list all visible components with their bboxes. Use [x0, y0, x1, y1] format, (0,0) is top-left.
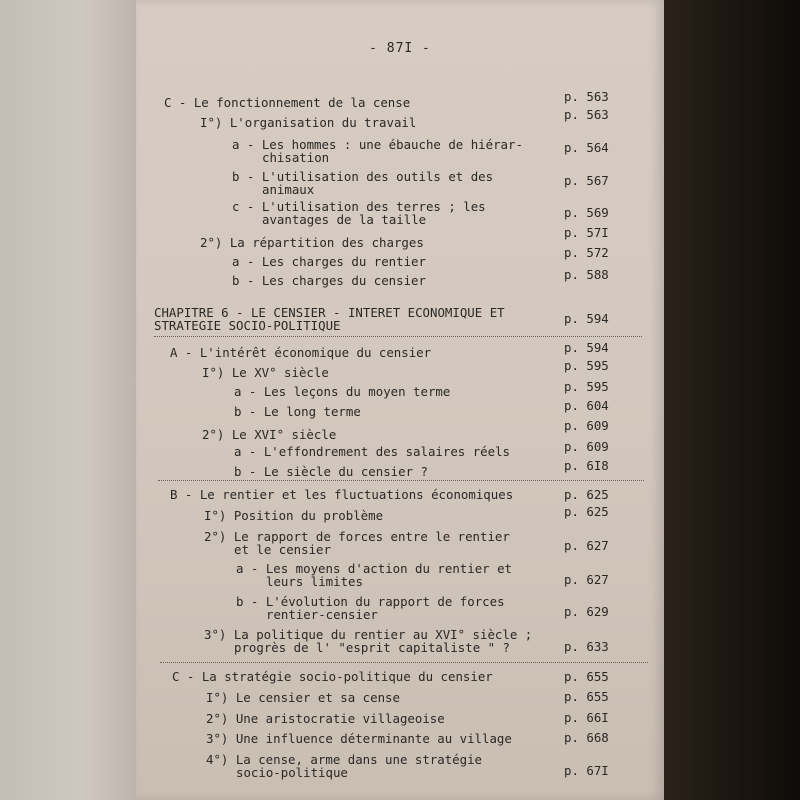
- toc-entry-page: p. 604: [564, 398, 609, 413]
- toc-entry-label: I°) Position du problème: [204, 508, 384, 523]
- toc-entry-label: b - Les charges du censier: [232, 273, 426, 288]
- toc-entry-label: C - La stratégie socio-politique du censier: [172, 669, 493, 684]
- toc-entry-label: 3°) La politique du rentier au XVI° siècle ;: [204, 627, 533, 642]
- toc-entry-label-cont: animaux: [262, 182, 315, 197]
- toc-entry-page: p. 655: [564, 689, 609, 704]
- toc-entry-label: I°) Le XV° siècle: [202, 365, 329, 380]
- toc-entry-page: p. 6I8: [564, 458, 609, 473]
- toc-entry-page: p. 627: [564, 538, 609, 553]
- toc-item-entry: [232, 170, 493, 196]
- toc-entry-label: a - Les hommes : une ébauche de hiérar-: [232, 137, 523, 152]
- toc-subsection-entry: [202, 428, 336, 441]
- toc-entry-label: a - Les moyens d'action du rentier et: [236, 561, 513, 576]
- toc-item-entry: [234, 445, 510, 458]
- toc-entry-page: p. 57I: [564, 225, 609, 240]
- toc-entry-page: p. 569: [564, 205, 609, 220]
- toc-entry-label-cont: avantages de la taille: [262, 212, 427, 227]
- toc-entry-page: p. 588: [564, 267, 609, 282]
- toc-entry-page: p. 625: [564, 504, 609, 519]
- toc-entry-page: p. 564: [564, 140, 609, 155]
- toc-entry-page: p. 567: [564, 173, 609, 188]
- toc-subsection-entry: [202, 366, 329, 379]
- toc-entry-label-cont: STRATEGIE SOCIO-POLITIQUE: [154, 318, 341, 333]
- toc-entry-label: 3°) Une influence déterminante au village: [206, 731, 512, 746]
- toc-item-entry: [234, 405, 361, 418]
- toc-entry-label-cont: et le censier: [234, 542, 331, 557]
- toc-item-entry: [236, 595, 505, 621]
- toc-entry-label-cont: progrès de l' "esprit capitaliste " ?: [234, 640, 511, 655]
- toc-entry-label-cont: socio-politique: [236, 765, 348, 780]
- toc-entry-label: b - L'utilisation des outils et des: [232, 169, 494, 184]
- toc-entry-page: p. 625: [564, 487, 609, 502]
- toc-entry-label: a - Les charges du rentier: [232, 254, 426, 269]
- toc-entry-label: a - L'effondrement des salaires réels: [234, 444, 511, 459]
- toc-subsection-entry: [204, 509, 383, 522]
- toc-entry-label: 2°) Le XVI° siècle: [202, 427, 337, 442]
- toc-item-entry: [232, 255, 426, 268]
- toc-entry-label: b - Le siècle du censier ?: [234, 464, 428, 479]
- toc-section-entry: [164, 96, 410, 109]
- toc-subsection-entry: [204, 628, 532, 654]
- section-divider: [158, 480, 644, 481]
- toc-entry-label: B - Le rentier et les fluctuations économiques: [170, 487, 514, 502]
- toc-subsection-entry: [200, 236, 424, 249]
- toc-chapter-entry: [154, 306, 505, 332]
- toc-subsection-entry: [206, 753, 482, 779]
- background-right: [662, 0, 800, 800]
- toc-subsection-entry: [200, 116, 416, 129]
- toc-entry-label: I°) Le censier et sa cense: [206, 690, 400, 705]
- toc-entry-page: p. 595: [564, 379, 609, 394]
- toc-entry-page: p. 629: [564, 604, 609, 619]
- toc-section-entry: [170, 346, 431, 359]
- toc-entry-page: p. 668: [564, 730, 609, 745]
- toc-entry-label: a - Les leçons du moyen terme: [234, 384, 451, 399]
- toc-entry-label: b - L'évolution du rapport de forces: [236, 594, 505, 609]
- toc-entry-page: p. 572: [564, 245, 609, 260]
- toc-entry-label: c - L'utilisation des terres ; les: [232, 199, 486, 214]
- toc-entry-label: C - Le fonctionnement de la cense: [164, 95, 411, 110]
- toc-entry-label: 4°) La cense, arme dans une stratégie: [206, 752, 483, 767]
- toc-entry-page: p. 66I: [564, 710, 609, 725]
- toc-entry-page: p. 609: [564, 418, 609, 433]
- toc-entry-page: p. 67I: [564, 763, 609, 778]
- toc-item-entry: [232, 138, 523, 164]
- document-page: [136, 0, 664, 800]
- toc-entry-page: p. 655: [564, 669, 609, 684]
- toc-item-entry: [236, 562, 512, 588]
- toc-entry-label: A - L'intérêt économique du censier: [170, 345, 432, 360]
- toc-entry-page: p. 627: [564, 572, 609, 587]
- toc-subsection-entry: [206, 712, 445, 725]
- toc-entry-label: I°) L'organisation du travail: [200, 115, 417, 130]
- toc-entry-page: p. 633: [564, 639, 609, 654]
- toc-entry-label: CHAPITRE 6 - LE CENSIER - INTERET ECONOMIQUE ET: [154, 305, 505, 320]
- toc-section-entry: [172, 670, 493, 683]
- toc-item-entry: [234, 385, 450, 398]
- toc-entry-label: 2°) Le rapport de forces entre le rentier: [204, 529, 510, 544]
- toc-entry-page: p. 563: [564, 89, 609, 104]
- toc-subsection-entry: [206, 732, 512, 745]
- section-divider: [160, 662, 648, 663]
- toc-item-entry: [232, 274, 426, 287]
- toc-entry-label: 2°) La répartition des charges: [200, 235, 424, 250]
- toc-item-entry: [234, 465, 428, 478]
- toc-subsection-entry: [204, 530, 510, 556]
- toc-entry-page: p. 595: [564, 358, 609, 373]
- page-number: - 87I -: [369, 41, 431, 56]
- toc-section-entry: [170, 488, 513, 501]
- toc-entry-label-cont: chisation: [262, 150, 330, 165]
- toc-entry-page: p. 563: [564, 107, 609, 122]
- toc-entry-label: 2°) Une aristocratie villageoise: [206, 711, 445, 726]
- toc-entry-page: p. 594: [564, 340, 609, 355]
- toc-entry-label-cont: leurs limites: [266, 574, 363, 589]
- toc-entry-page: p. 609: [564, 439, 609, 454]
- chapter-divider: [154, 336, 642, 337]
- background-left: [0, 0, 136, 800]
- toc-entry-label: b - Le long terme: [234, 404, 361, 419]
- toc-item-entry: [232, 200, 486, 226]
- toc-entry-label-cont: rentier-censier: [266, 607, 378, 622]
- toc-entry-page: p. 594: [564, 311, 609, 326]
- toc-subsection-entry: [206, 691, 400, 704]
